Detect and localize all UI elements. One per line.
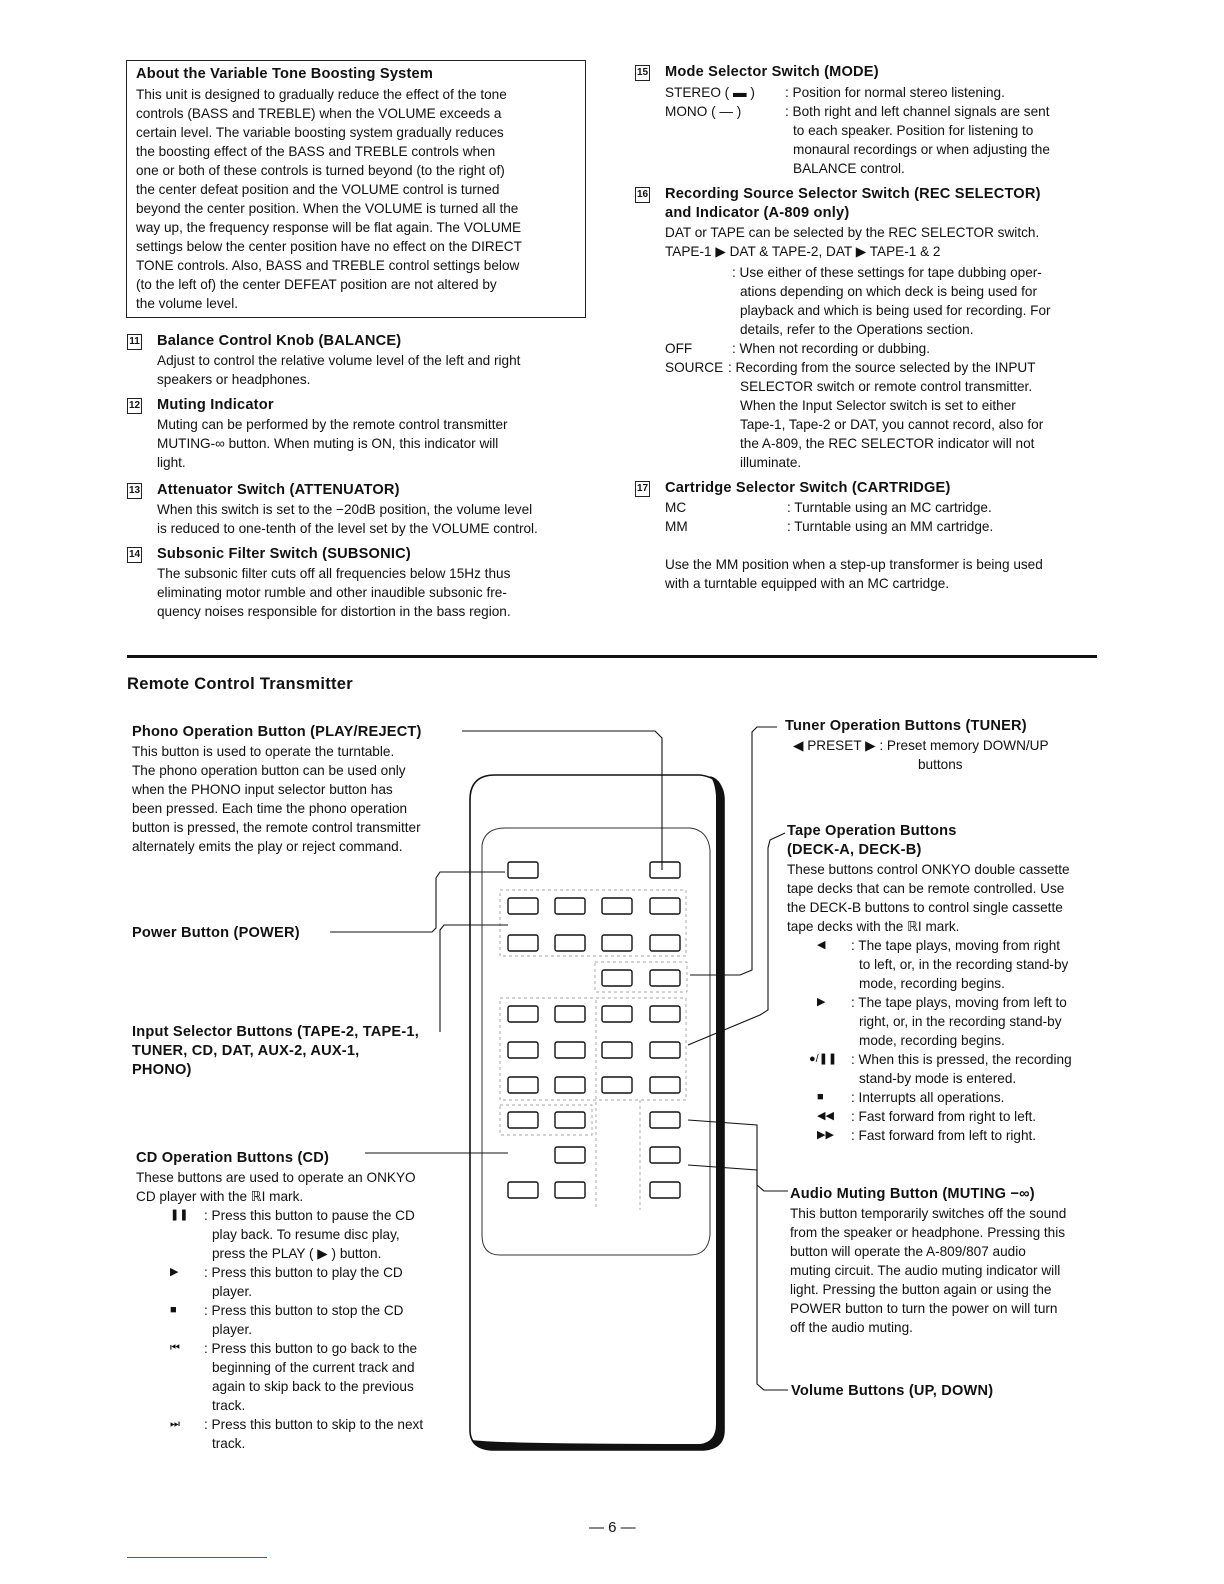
item-number: 15 — [635, 65, 650, 81]
item-number: 13 — [127, 483, 142, 499]
item-title: Balance Control Knob (BALANCE) — [157, 333, 402, 349]
item-balance: 11 Balance Control Knob (BALANCE) Adjust to control the relative volume level of the left and right speakers or headphones. — [127, 332, 520, 389]
item-number: 11 — [127, 334, 142, 350]
item-number: 17 — [635, 481, 650, 497]
tape-buttons-label: Tape Operation Buttons (DECK-A, DECK-B) These buttons control ONKYO double cassette tape decks that can be remote controlled. Use the DECK-B buttons to control single cassette tape decks with the ℝI mark. ◀ : The tape plays, moving from right to left, or, in the recording stand-by mode, recording begins. ▶ : The tape plays, moving from left to right, or, in the recording stand-by mode, recording begins. ●/❚❚ : When this is pressed, the recording stand-by mode is entered. ■ : Interrupts all operations. ◀◀ : Fast forward from right to left. ▶▶ : Fast forward from left to right. — [787, 823, 1072, 1143]
item-muting-indicator: 12 Muting Indicator Muting can be performed by the remote control transmitter MUTING-∞ button. When muting is ON, this indicator will light. — [128, 397, 508, 470]
item-title: Subsonic Filter Switch (SUBSONIC) — [157, 546, 411, 562]
cd-buttons-label: CD Operation Buttons (CD) These buttons are used to operate an ONKYO CD player with the ℝI mark. ❚❚ : Press this button to pause the CD play back. To resume disc play, press the PLAY ( ▶ ) button. ▶ : Press this button to play the CD player. ■ : Press this button to stop the CD player. ⏮ : Press this button to go back to the beginning of the current track and again to skip back to the previous track. ⏭ : Press this button to skip to the next track. — [136, 1150, 424, 1451]
item-number: 16 — [635, 187, 650, 203]
item-cartridge: 17 Cartridge Selector Switch (CARTRIDGE) MC : Turntable using an MC cartridge. MM : Turntable using an MM cartridge. Use the MM position when a step-up transformer is being used with a turntable equipped with an MC cartridge. — [636, 480, 1043, 591]
item-subsonic: 14 Subsonic Filter Switch (SUBSONIC) The subsonic filter cuts off all frequencies below 15Hz thus eliminating motor rumble and other inaudible subsonic fre- quency noises responsible for distortion in the bass region. — [128, 546, 511, 619]
power-button-label: Power Button (POWER) — [132, 925, 300, 941]
page-number: — 6 — — [589, 1519, 636, 1536]
item-title: Muting Indicator — [157, 397, 274, 413]
item-attenuator: 13 Attenuator Switch (ATTENUATOR) When this switch is set to the −20dB position, the volume level is reduced to one-tenth of the level set by the VOLUME control. — [128, 482, 538, 536]
footer-line — [127, 1557, 267, 1558]
item-title: Cartridge Selector Switch (CARTRIDGE) — [665, 480, 951, 496]
about-title: About the Variable Tone Boosting System — [136, 66, 434, 82]
muting-button-label: Audio Muting Button (MUTING −∞) This button temporarily switches off the sound from the speaker or headphone. Pressing this button will operate the A-809/807 audio muting circuit. The audio muting indicator will light. Pressing the button again or using the POWER button to turn the power on will turn off the audio muting. — [790, 1186, 1067, 1335]
item-number: 12 — [127, 398, 142, 414]
volume-buttons-label: Volume Buttons (UP, DOWN) — [791, 1383, 994, 1399]
item-title: Recording Source Selector Switch (REC SELECTOR) — [665, 186, 1041, 202]
tuner-buttons-label: Tuner Operation Buttons (TUNER) ◀ PRESET ▶ : Preset memory DOWN/UP buttons — [785, 718, 1049, 772]
item-title: Mode Selector Switch (MODE) — [665, 64, 879, 80]
remote-section-title: Remote Control Transmitter — [127, 675, 353, 693]
input-selector-label: Input Selector Buttons (TAPE-2, TAPE-1, TUNER, CD, DAT, AUX-2, AUX-1, PHONO) — [132, 1024, 419, 1078]
item-rec-selector: 16 Recording Source Selector Switch (REC SELECTOR) and Indicator (A-809 only) DAT or TAPE can be selected by the REC SELECTOR switch. TAPE-1 ▶ DAT & TAPE-2, DAT ▶ TAPE-1 & 2 : Use either of these settings for tape dubbing oper- ations depending on which deck is being used for playback and which is being used for recording. For details, refer to the Operations section. OFF : When not recording or dubbing. SOURCE : Recording from the source selected by the INPUT SELECTOR switch or remote control transmitter. When the Input Selector switch is set to either Tape-1, Tape-2 or DAT, you cannot record, also for the A-809, the REC SELECTOR indicator will not illuminate. — [636, 186, 1051, 470]
item-mode-selector: 15 Mode Selector Switch (MODE) STEREO ( ▬ ) : Position for normal stereo listening. MONO ( — ) : Both right and left channel signals are sent to each speaker. Position for listening to monaural recordings or when adjusting the BALANCE control. — [636, 64, 1050, 176]
item-title: Attenuator Switch (ATTENUATOR) — [157, 482, 400, 498]
about-body: This unit is designed to gradually reduce the effect of the tone controls (BASS and TREBLE) when the VOLUME exceeds a certain level. The variable boosting system gradually reduces the boosting effect of the BASS and TREBLE controls when one or both of these controls is turned beyond (to the right of) the center defeat position and the VOLUME control is turned beyond the center position. When the VOLUME is turned all the way up, the frequency response will be flat again. The VOLUME settings below the center position have no effect on the DIRECT TONE controls. Also, BASS and TREBLE control settings below (to the left of) the center DEFEAT position are not altered by the volume level. — [136, 87, 522, 311]
phono-button-label: Phono Operation Button (PLAY/REJECT) This button is used to operate the turntable. The phono operation button can be used only when the PHONO input selector button has been pressed. Each time the phono operation button is pressed, the remote control transmitter alternately emits the play or reject command. — [132, 724, 422, 854]
item-number: 14 — [127, 547, 142, 563]
